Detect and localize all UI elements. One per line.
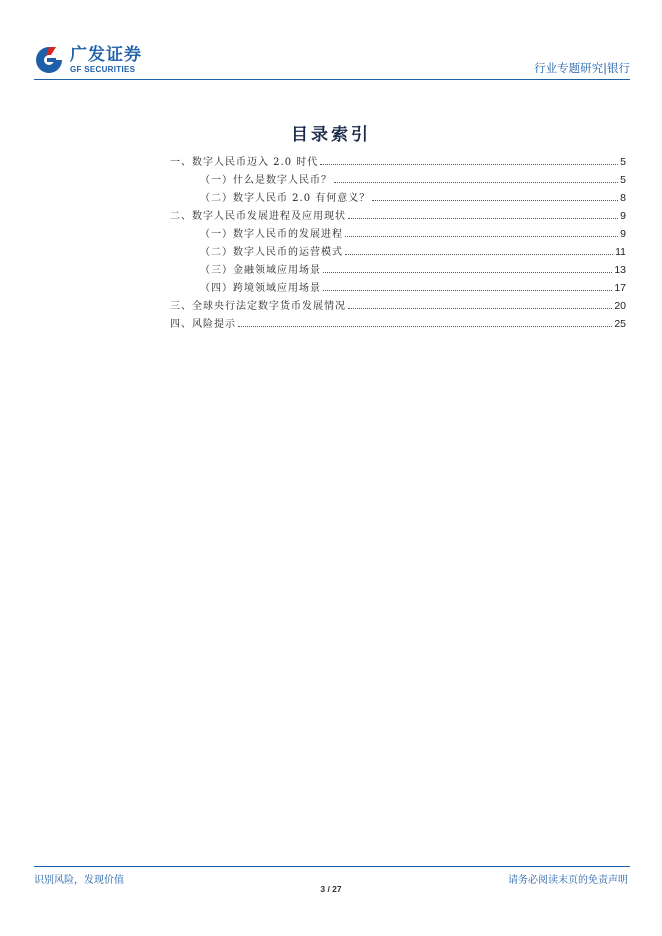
toc-entry[interactable] — [170, 240, 626, 258]
toc-title: 目录索引 — [291, 125, 371, 145]
toc-entry-label: 一、数字人民币迈入 2.0 时代 — [170, 157, 319, 168]
toc-entry[interactable] — [170, 204, 626, 222]
toc-leader-dots — [320, 164, 618, 165]
logo-english-text: GF SECURITIES — [70, 64, 136, 74]
toc-entry-label: 二、数字人民币发展进程及应用现状 — [170, 211, 346, 222]
toc-entry[interactable] — [170, 150, 626, 168]
gf-securities-logo — [34, 44, 142, 76]
toc-entry[interactable] — [170, 168, 626, 186]
toc-entry-label: （二）数字人民币的运营模式 — [200, 247, 343, 258]
header-divider — [34, 79, 630, 80]
toc-entry[interactable] — [170, 222, 626, 240]
footer-divider — [34, 866, 630, 867]
toc-entry-page: 20 — [614, 300, 626, 312]
toc-leader-dots — [345, 236, 618, 237]
table-of-contents — [170, 150, 626, 330]
toc-entry-page: 25 — [614, 318, 626, 330]
toc-entry-label: （一）数字人民币的发展进程 — [200, 229, 343, 240]
toc-entry-page: 9 — [620, 210, 626, 222]
page-header — [34, 44, 630, 78]
toc-entry-label: 三、全球央行法定数字货币发展情况 — [170, 301, 346, 312]
toc-leader-dots — [334, 182, 618, 183]
toc-entry-label: 四、风险提示 — [170, 319, 236, 330]
toc-leader-dots — [372, 200, 618, 201]
toc-entry-page: 17 — [614, 282, 626, 294]
toc-entry-page: 11 — [615, 246, 626, 258]
toc-leader-dots — [348, 218, 618, 219]
toc-entry-label: （一）什么是数字人民币？ — [200, 175, 332, 186]
toc-entry-page: 5 — [620, 174, 626, 186]
gf-logo-icon — [34, 45, 64, 75]
toc-entry-label: （四）跨境领域应用场景 — [200, 283, 321, 294]
toc-leader-dots — [238, 326, 612, 327]
toc-entry[interactable] — [170, 186, 626, 204]
toc-entry[interactable] — [170, 258, 626, 276]
toc-entry[interactable] — [170, 294, 626, 312]
toc-entry-page: 5 — [620, 156, 626, 168]
toc-leader-dots — [345, 254, 613, 255]
toc-entry-page: 13 — [614, 264, 626, 276]
logo-chinese-text: 广发证券 — [70, 44, 142, 65]
report-category: 行业专题研究|银行 — [534, 61, 630, 75]
toc-entry-label: （二）数字人民币 2.0 有何意义？ — [200, 193, 371, 204]
toc-leader-dots — [348, 308, 612, 309]
footer-disclaimer-note: 请务必阅读末页的免责声明 — [508, 875, 628, 886]
toc-leader-dots — [323, 272, 612, 273]
page-number: 3 / 27 — [320, 884, 342, 894]
toc-entry-page: 8 — [620, 192, 626, 204]
footer-slogan: 识别风险，发现价值 — [34, 875, 124, 886]
toc-entry-label: （三）金融领域应用场景 — [200, 265, 321, 276]
toc-entry[interactable] — [170, 276, 626, 294]
toc-leader-dots — [323, 290, 612, 291]
toc-entry-page: 9 — [620, 228, 626, 240]
toc-entry[interactable] — [170, 312, 626, 330]
